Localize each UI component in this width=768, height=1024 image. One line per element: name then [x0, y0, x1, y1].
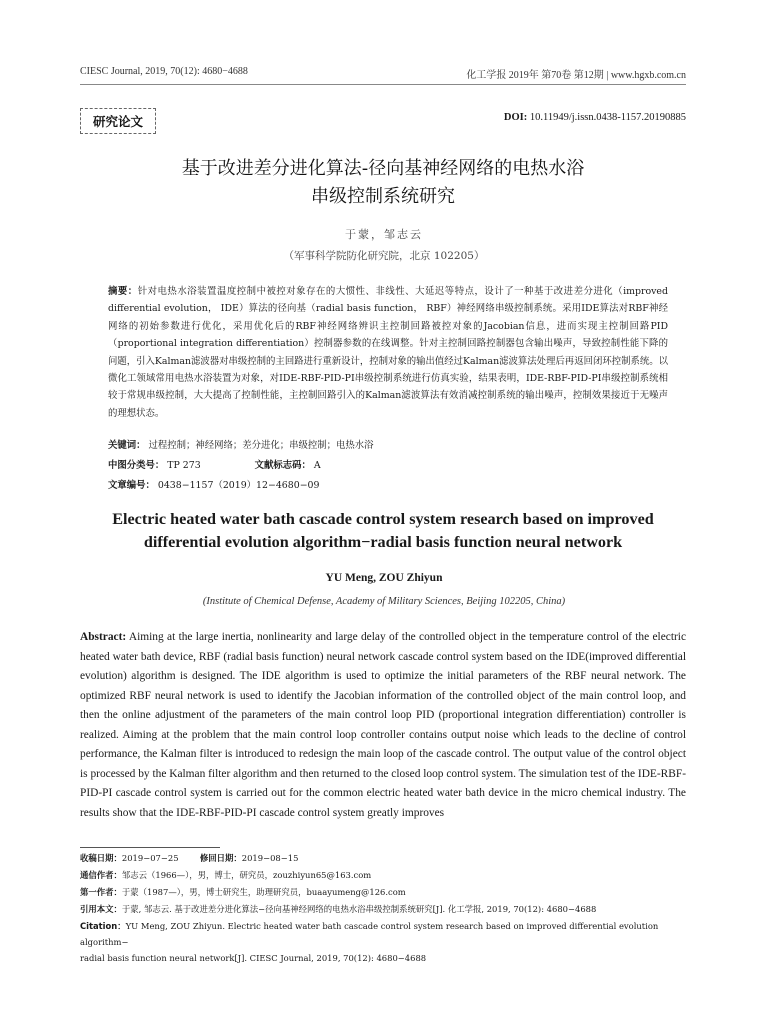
dates-line	[80, 850, 686, 866]
english-abstract	[80, 628, 686, 823]
chinese-title	[80, 155, 686, 211]
citation-en-line	[80, 918, 686, 966]
english-title-line1: Electric heated water bath cascade control system research based on improved	[112, 510, 654, 528]
chinese-abstract-text: 针对电热水浴装置温度控制中被控对象存在的大惯性、非线性、大延迟等特点，设计了一种基于改进差分进化（improved differential evolution， IDE）算法的径向基（radial basis function， RBF）神经网络串级控制系统。采用IDE算法对RBF神经网络的初始参数进行优化，采用优化后的RBF神经网络辨识主控制回路被控对象的Jacobian信息，进而实现主控制回路PID（proportional integration differentiation）控制器参数的在线调整。针对主控制回路控制器包含输出噪声，导致控制性能下降的问题，引入Kalman滤波器对串级控制的主回路进行重新设计，控制对象的输出值经过Kalman滤波算法处理后再返回闭环控制系统。以微化工领域常用电热水浴装置为对象，对IDE-RBF-PID-PI串级控制系统进行仿真实验，结果表明，IDE-RBF-PID-PI串级控制系统相较于常规串级控制，大大提高了控制性能，主控制回路引入的Kalman滤波算法有效消减控制系统的输出噪声，控制效果接近于无噪声的理想状态。	[108, 286, 668, 419]
citation-cn-line	[80, 901, 686, 917]
chinese-abstract	[108, 283, 668, 422]
received-label: 收稿日期：	[80, 853, 122, 863]
english-authors: YU Meng, ZOU Zhiyun	[325, 572, 443, 584]
citation-en-label: Citation：	[80, 921, 126, 931]
corresponding-author-line	[80, 867, 686, 883]
chinese-abstract-label: 摘要：	[108, 286, 138, 297]
footnote-divider	[80, 847, 220, 848]
article-type-tag: 研究论文	[80, 108, 156, 134]
clc-label: 中图分类号：	[108, 460, 165, 471]
doi-label: DOI:	[503, 112, 528, 123]
english-title-line2: differential evolution algorithm−radial basis function neural network	[143, 533, 623, 551]
revised-date: 2019−08−15	[241, 853, 299, 863]
citation-cn-label: 引用本文：	[80, 904, 122, 914]
doc-code-label: 文献标志码：	[254, 460, 311, 471]
keywords-line	[108, 437, 374, 454]
article-number-label: 文章编号：	[108, 480, 155, 491]
article-number-value: 0438−1157（2019）12−4680−09	[157, 480, 320, 491]
chinese-authors: 于蒙，邹志云	[345, 228, 423, 241]
journal-citation-header: CIESC Journal, 2019, 70(12): 4680−4688	[80, 66, 248, 77]
chinese-title-line1: 基于改进差分进化算法-径向基神经网络的电热水浴	[181, 158, 585, 179]
doi-value[interactable]: 10.11949/j.issn.0438-1157.20190885	[529, 112, 686, 123]
chinese-title-line2: 串级控制系统研究	[311, 186, 455, 207]
chinese-affiliation: （军事科学院防化研究院，北京 102205）	[283, 250, 485, 262]
first-author-value: 于蒙（1987—），男，博士研究生，助理研究员，buaayumeng@126.com	[121, 887, 406, 897]
journal-info-header: 化工学报 2019年 第70卷 第12期 | www.hgxb.com.cn	[466, 70, 686, 81]
english-affiliation: (Institute of Chemical Defense, Academy of Military Sciences, Beijing 102205, China)	[202, 596, 566, 607]
english-abstract-label: Abstract:	[80, 631, 127, 643]
keywords-label: 关键词：	[108, 440, 146, 451]
doc-code-value: A	[313, 460, 321, 471]
article-number-line	[108, 477, 319, 494]
corresponding-value: 邹志云（1966—），男，博士，研究员，zouzhiyun65@163.com	[121, 870, 372, 880]
english-abstract-text: Aiming at the large inertia, nonlinearity and large delay of the controlled object in the temperature control of the electric heated water bath device, RBF (radial basis function) neural network cascade control system based on the IDE(improved differential evolution) algorithm is designed. The IDE algorithm is used to optimize the initial parameters of the RBF neural network. The optimized RBF neural network is used to identify the Jacobian information of the controlled object of the main control loop, and then the online adjustment of the parameters of the main control loop PID (proportional integration differentiation) controller is realized. Aiming at the problem that the main control loop controller contains output noise which leads to the decline of control performance, the Kalman filter is introduced to redesign the main loop of the cascade control. The output value of the control object is processed by the Kalman filter algorithm and then returned to the closed loop control system. The simulation test of the IDE-RBF-PID-PI cascade control system is carried out for the common electric heated water bath device in the micro chemical industry. The results show that the IDE-RBF-PID-PI cascade control system greatly improves	[80, 631, 686, 819]
english-title	[80, 508, 686, 554]
first-author-line	[80, 884, 686, 900]
doi-line	[504, 112, 686, 123]
citation-en-value-line2: radial basis function neural network[J]. CIESC Journal, 2019, 70(12): 4680−4688	[80, 953, 427, 963]
received-date: 2019−07−25	[121, 853, 179, 863]
citation-cn-value: 于蒙, 邹志云. 基于改进差分进化算法−径向基神经网络的电热水浴串级控制系统研究[J]. 化工学报, 2019, 70(12): 4680−4688	[121, 904, 597, 914]
classification-line	[108, 457, 321, 474]
keywords-value: 过程控制；神经网络；差分进化；串级控制；电热水浴	[148, 440, 374, 451]
citation-en-value-line1: YU Meng, ZOU Zhiyun. Electric heated water bath cascade control system research based on improved differential evolution algorithm−	[80, 921, 659, 947]
corresponding-label: 通信作者：	[80, 870, 122, 880]
clc-value: TP 273	[167, 460, 201, 471]
header-divider	[80, 84, 686, 85]
first-author-label: 第一作者：	[80, 887, 122, 897]
revised-label: 修回日期：	[199, 853, 242, 863]
